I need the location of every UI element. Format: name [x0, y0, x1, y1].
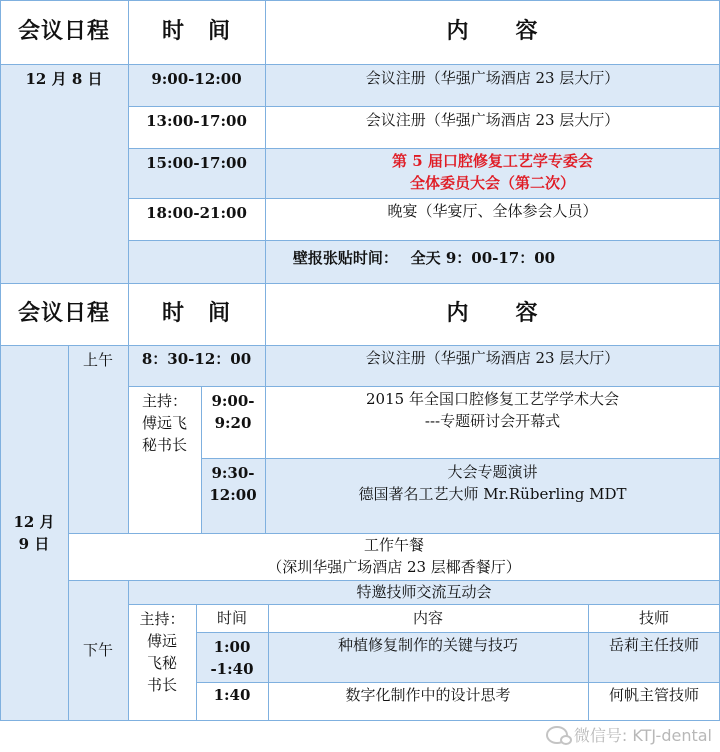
afternoon-r1-content: 种植修复制作的关键与技巧: [268, 632, 588, 682]
grid-line: [201, 386, 202, 533]
morning-s2-time: [201, 458, 265, 533]
morning-s2-content: [265, 458, 720, 533]
afternoon-host-line3: 飞秘: [146, 654, 177, 672]
day1-row2-time: 13:00-17:00: [128, 106, 265, 148]
day1-row3-content-line2: 全体委员大会（第二次）: [409, 174, 575, 192]
grid-line: [0, 720, 720, 721]
grid-line: [0, 345, 720, 346]
grid-line: [128, 106, 720, 107]
morning-s1-content-line2: ---专题研讨会开幕式: [424, 412, 561, 430]
morning-reg-content: 会议注册（华强广场酒店 23 层大厅）: [265, 345, 720, 386]
afternoon-header-content: 内容: [268, 604, 588, 632]
day1-row1-content: 会议注册（华强广场酒店 23 层大厅）: [265, 64, 720, 106]
morning-host-line1: 主持：: [141, 392, 187, 410]
day1-date: 12 月 8 日: [0, 64, 128, 283]
header1-time: 时 间: [128, 0, 265, 64]
afternoon-r2-content: 数字化制作中的设计思考: [268, 682, 588, 720]
grid-line: [128, 386, 129, 533]
morning-s1-content: [265, 386, 720, 458]
grid-line: [128, 580, 129, 720]
day1-row2-content: 会议注册（华强广场酒店 23 层大厅）: [265, 106, 720, 148]
header2-schedule: 会议日程: [0, 283, 128, 345]
afternoon-header-tech: 技师: [588, 604, 720, 632]
grid-line: [128, 148, 720, 149]
lunch-line2: （深圳华强广场酒店 23 层椰香餐厅）: [267, 558, 521, 576]
day1-row4-time: 18:00-21:00: [128, 198, 265, 240]
day1-row3-content: [265, 148, 720, 198]
watermark-text: 微信号: KTJ-dental: [573, 726, 712, 745]
lunch: [68, 533, 720, 580]
grid-line: [201, 458, 720, 459]
grid-line: [265, 0, 266, 533]
day2-date-line2: 9 日: [18, 534, 50, 553]
lunch-line1: 工作午餐: [363, 536, 424, 554]
grid-line: [196, 604, 197, 720]
morning-host: [128, 386, 201, 533]
afternoon-host-line4: 书长: [146, 676, 177, 694]
morning-host-line2: 傅远飞: [141, 414, 187, 432]
morning-s2-content-line2: 德国著名工艺大师 Mr.Rüberling MDT: [358, 485, 627, 503]
grid-line: [128, 0, 129, 386]
grid-line: [128, 386, 720, 387]
day2-date: [0, 345, 68, 720]
header2-content: 内 容: [265, 283, 720, 345]
day1-row1-time: 9:00-12:00: [128, 64, 265, 106]
morning-s1-content-line1: 2015 年全国口腔修复工艺学学术大会: [366, 390, 619, 408]
afternoon-label: 下午: [68, 580, 128, 720]
header1-content: 内 容: [265, 0, 720, 64]
day1-row3-time: 15:00-17:00: [128, 148, 265, 198]
wechat-icon: [546, 726, 568, 744]
day2-date-line1: 12 月: [13, 512, 55, 531]
morning-label: 上午: [68, 345, 128, 533]
morning-s1-time-line1: 9:00-: [211, 392, 255, 410]
morning-s2-time-line2: 12:00: [209, 486, 257, 504]
afternoon-header-time: 时间: [196, 604, 268, 632]
morning-s2-content-line1: 大会专题演讲: [447, 463, 538, 481]
grid-line: [0, 283, 720, 284]
header1-schedule: 会议日程: [0, 0, 128, 64]
day1-row3-content-line1: 第 5 届口腔修复工艺学专委会: [392, 152, 593, 170]
afternoon-title: 特邀技师交流互动会: [128, 580, 720, 604]
grid-line: [196, 682, 720, 683]
grid-line: [196, 632, 720, 633]
header2-time: 时 间: [128, 283, 265, 345]
grid-line: [0, 0, 1, 720]
afternoon-r1-tech: 岳莉主任技师: [588, 632, 720, 682]
grid-line: [0, 64, 720, 65]
grid-line: [588, 604, 589, 720]
afternoon-r1-time-line2: -1:40: [210, 660, 254, 678]
grid-line: [128, 240, 720, 241]
morning-s2-time-line1: 9:30-: [211, 464, 255, 482]
day1-poster-time: 壁报张贴时间： 全天 9：00-17：00: [128, 240, 720, 283]
grid-line: [128, 604, 720, 605]
watermark: [546, 723, 712, 746]
afternoon-host: [128, 604, 196, 720]
morning-s1-time-line2: 9:20: [214, 414, 252, 432]
afternoon-host-line1: 主持：: [139, 610, 185, 628]
morning-host-line3: 秘书长: [141, 436, 187, 454]
afternoon-r1-time-line1: 1:00: [213, 638, 251, 656]
morning-s1-time: [201, 386, 265, 458]
afternoon-r2-time: 1:40: [196, 682, 268, 720]
afternoon-r2-tech: 何帆主管技师: [588, 682, 720, 720]
grid-line: [268, 604, 269, 720]
grid-line: [128, 198, 720, 199]
grid-line: [68, 533, 720, 534]
grid-line: [0, 0, 720, 1]
morning-reg-time: 8：30-12：00: [128, 345, 265, 386]
day1-row4-content: 晚宴（华宴厅、全体参会人员）: [265, 198, 720, 240]
afternoon-host-line2: 傅远: [146, 632, 177, 650]
grid-line: [68, 580, 720, 581]
grid-line: [68, 345, 69, 720]
afternoon-r1-time: [196, 632, 268, 682]
